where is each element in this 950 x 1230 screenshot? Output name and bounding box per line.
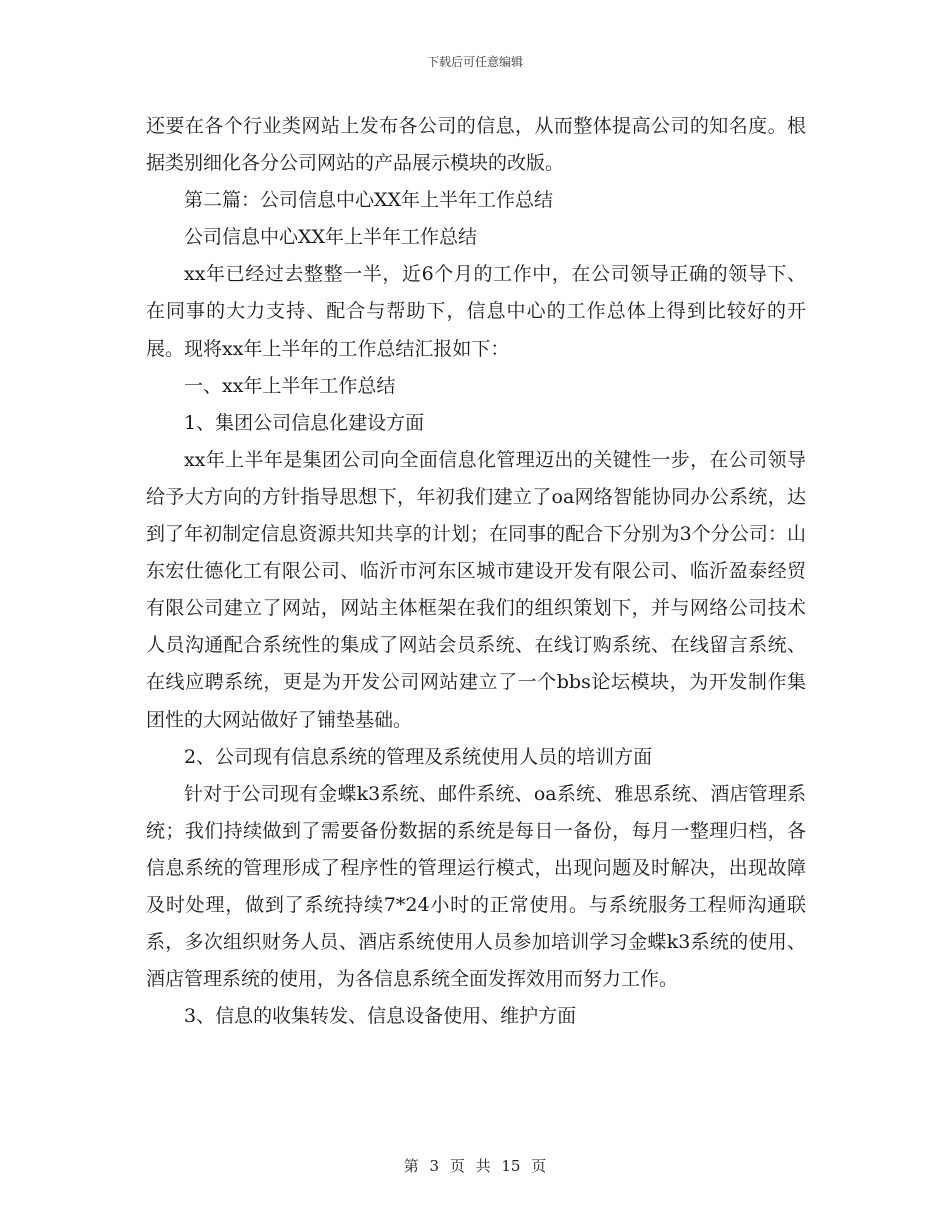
section-heading: 一、xx年上半年工作总结 bbox=[184, 374, 396, 397]
paragraph: 针对于公司现有金蝶k3系统、邮件系统、oa系统、雅思系统、酒店管理系统；我们持续做到了需要备份数据的系统是每日一备份，每月一整理归档，各信息系统的管理形成了程序性的管理运行模式，出现问题及时解决，出现故障及时处理，做到了系统持续7*24小时的正常使用。与系统服务工程师沟通联系，多次组织财务人员、酒店系统使用人员参加培训学习金蝶k3系统的使用、酒店管理系统的使用，为各信息系统全面发挥效用而努力工作。 bbox=[146, 782, 806, 991]
document-title: 公司信息中心XX年上半年工作总结 bbox=[184, 226, 478, 249]
subsection-heading: 2、公司现有信息系统的管理及系统使用人员的培训方面 bbox=[184, 745, 653, 768]
subsection-heading: 1、集团公司信息化建设方面 bbox=[184, 411, 425, 434]
page-header: 下载后可任意编辑 bbox=[426, 55, 523, 69]
paragraph: 还要在各个行业类网站上发布各公司的信息，从而整体提高公司的知名度。根据类别细化各分公司网站的产品展示模块的改版。 bbox=[146, 115, 806, 175]
subsection-heading: 3、信息的收集转发、信息设备使用、维护方面 bbox=[184, 1005, 577, 1028]
page-footer: 第 3 页 共 15 页 bbox=[403, 1157, 547, 1175]
section-heading: 第二篇：公司信息中心XX年上半年工作总结 bbox=[184, 189, 554, 212]
paragraph: xx年已经过去整整一半，近6个月的工作中，在公司领导正确的领导下、在同事的大力支持、配合与帮助下，信息中心的工作总体上得到比较好的开展。现将xx年上半年的工作总结汇报如下： bbox=[146, 263, 806, 360]
document-body bbox=[146, 108, 806, 1035]
paragraph: xx年上半年是集团公司向全面信息化管理迈出的关键性一步，在公司领导给予大方向的方针指导思想下，年初我们建立了oa网络智能协同办公系统，达到了年初制定信息资源共知共享的计划；在同事的配合下分别为3个分公司：山东宏仕德化工有限公司、临沂市河东区城市建设开发有限公司、临沂盈泰经贸有限公司建立了网站，网站主体框架在我们的组织策划下，并与网络公司技术人员沟通配合系统性的集成了网站会员系统、在线订购系统、在线留言系统、在线应聘系统，更是为开发公司网站建立了一个bbs论坛模块，为开发制作集团性的大网站做好了铺垫基础。 bbox=[146, 448, 806, 731]
